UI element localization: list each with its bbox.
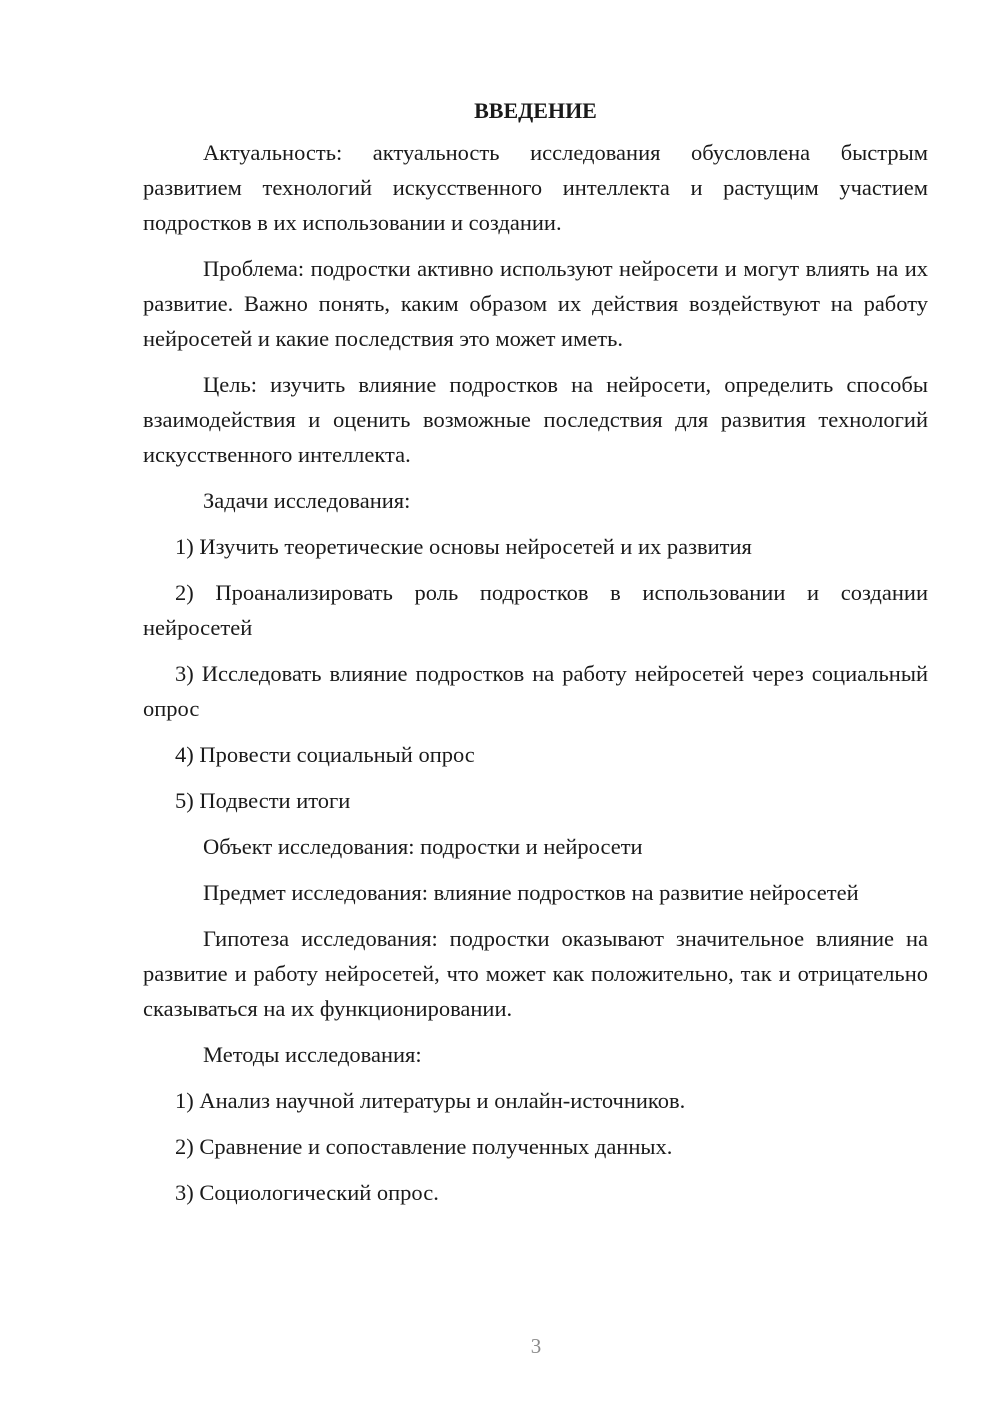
task-item: 2) Проанализировать роль подростков в использовании и создании нейросетей (143, 580, 928, 640)
page-number: 3 (530, 1334, 542, 1358)
subject-paragraph: Предмет исследования: влияние подростков на развитие нейросетей (203, 880, 859, 905)
section-title: ВВЕДЕНИЕ (474, 98, 597, 123)
method-item: 2) Сравнение и сопоставление полученных данных. (175, 1134, 673, 1159)
task-item: 5) Подвести итоги (175, 788, 351, 813)
goal-paragraph: Цель: изучить влияние подростков на нейросети, определить способы взаимодействия и оценить возможные последствия для развития технологий искусственного интеллекта. (143, 372, 928, 467)
object-paragraph: Объект исследования: подростки и нейросети (203, 834, 643, 859)
task-item: 3) Исследовать влияние подростков на работу нейросетей через социальный опрос (143, 661, 928, 721)
task-item: 4) Провести социальный опрос (175, 742, 475, 767)
document-body (143, 96, 928, 1221)
hypothesis-paragraph: Гипотеза исследования: подростки оказывают значительное влияние на развитие и работу нейросетей, что может как положительно, так и отрицательно сказываться на их функционировании. (143, 926, 928, 1021)
method-item: 3) Социологический опрос. (175, 1180, 439, 1205)
relevance-paragraph: Актуальность: актуальность исследования обусловлена быстрым развитием технологий искусственного интеллекта и растущим участием подростков в их использовании и создании. (143, 140, 928, 235)
task-item: 1) Изучить теоретические основы нейросетей и их развития (175, 534, 752, 559)
methods-heading: Методы исследования: (203, 1042, 422, 1067)
problem-paragraph: Проблема: подростки активно используют нейросети и могут влиять на их развитие. Важно понять, каким образом их действия воздействуют на работу нейросетей и какие последствия это может иметь. (143, 256, 928, 351)
method-item: 1) Анализ научной литературы и онлайн-источников. (175, 1088, 686, 1113)
tasks-heading: Задачи исследования: (203, 488, 411, 513)
